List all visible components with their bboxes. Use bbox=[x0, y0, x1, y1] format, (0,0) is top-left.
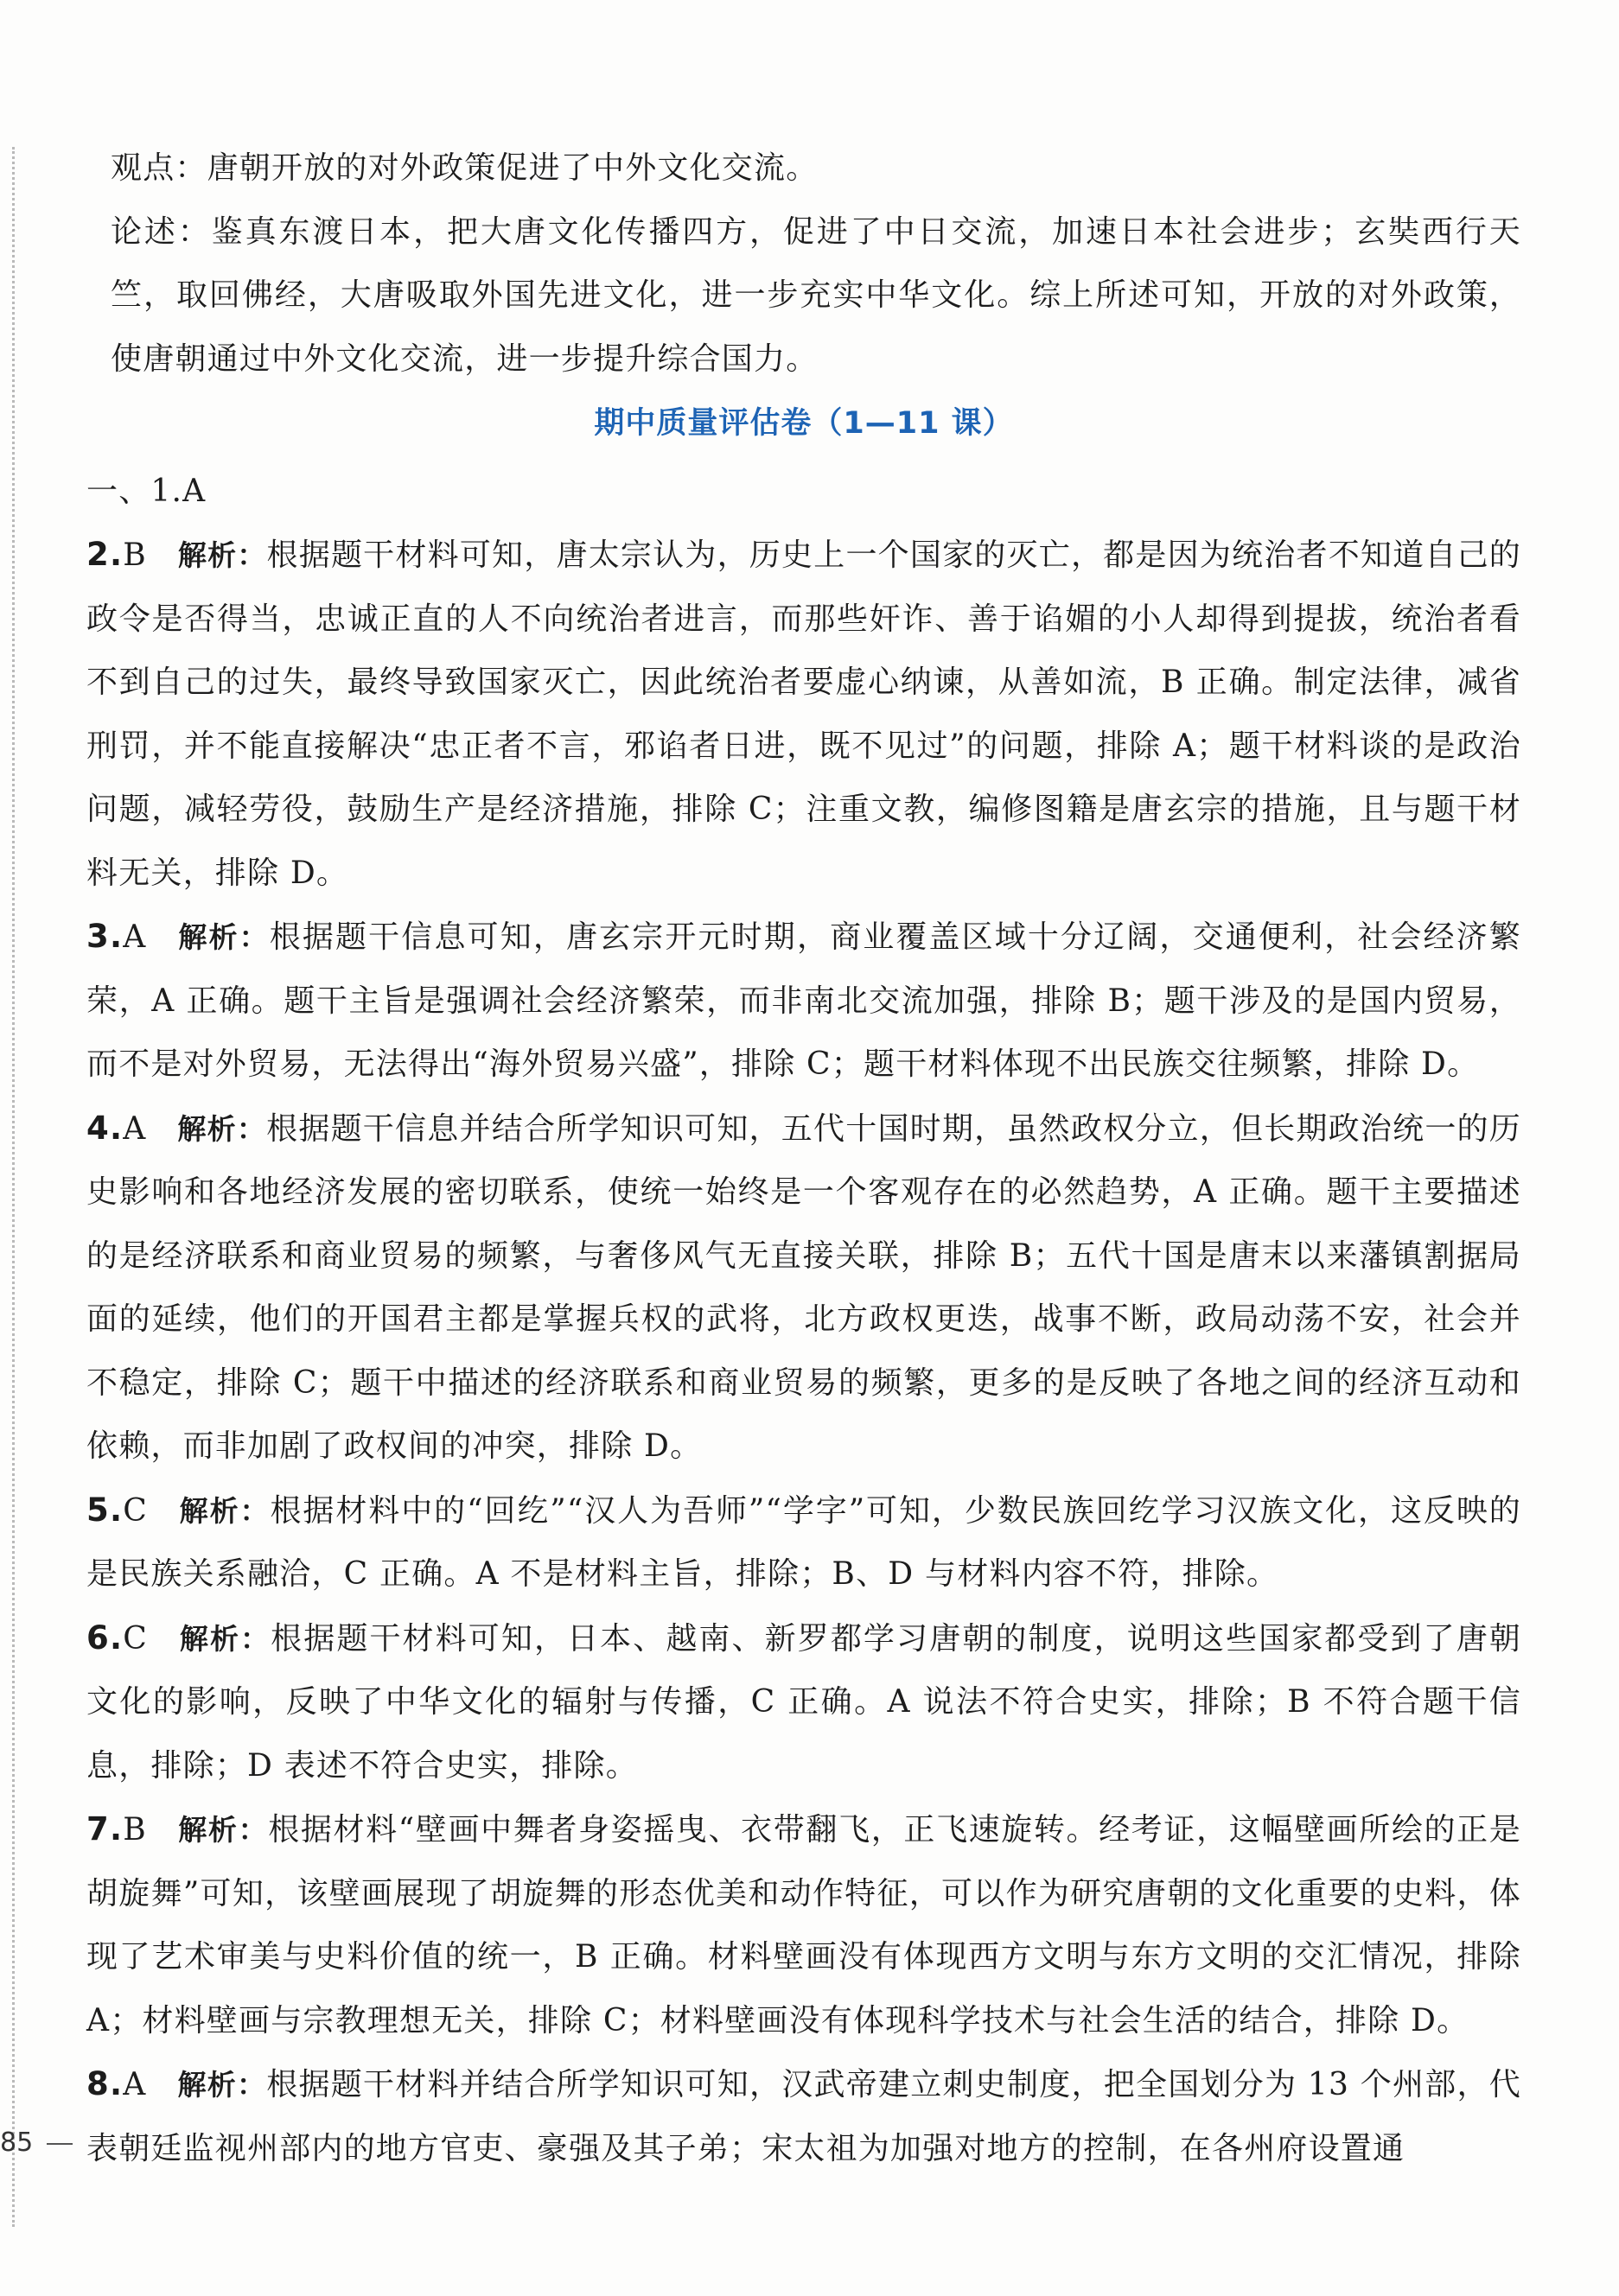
question-number: 3. bbox=[86, 918, 124, 955]
answer-choice: C bbox=[123, 1492, 148, 1529]
viewpoint-paragraph: 观点：唐朝开放的对外政策促进了中外文化交流。 bbox=[111, 150, 819, 186]
answer-item bbox=[86, 2052, 1521, 2180]
answer-item bbox=[86, 1479, 1521, 1606]
binding-dotted-line bbox=[12, 147, 15, 2227]
answer-item bbox=[86, 523, 1521, 905]
analysis-label: 解析： bbox=[178, 1621, 271, 1656]
analysis-label: 解析： bbox=[177, 2068, 267, 2102]
analysis-text: 根据题干材料并结合所学知识可知，汉武帝建立刺史制度，把全国划分为 13 个州部，代表朝廷监视州部内的地方官吏、豪强及其子弟；宋太祖为加强对地方的控制，在各州府设置通 bbox=[86, 2067, 1521, 2166]
page-footer bbox=[0, 2127, 73, 2158]
analysis-text: 根据题干信息可知，唐玄宗开元时期，商业覆盖区域十分辽阔，交通便利，社会经济繁荣，A 正确。题干主旨是强调社会经济繁荣，而非南北交流加强，排除 B；题干涉及的是国内贸易，而不是对外贸易，无法得出“海外贸易兴盛”，排除 C；题干材料体现不出民族交往频繁，排除 D。 bbox=[86, 919, 1521, 1082]
answer-choice: B bbox=[123, 537, 147, 573]
analysis-text: 根据题干信息并结合所学知识可知，五代十国时期，虽然政权分立，但长期政治统一的历史影响和各地经济发展的密切联系，使统一始终是一个客观存在的必然趋势，A 正确。题干主要描述的是经济联系和商业贸易的频繁，与奢侈风气无直接关联，排除 B；五代十国是唐末以来藩镇割据局面的延续，他们的开国君主都是掌握兵权的武将，北方政权更迭，战事不断，政局动荡不安，社会并不稳定，排除 C；题干中描述的经济联系和商业贸易的频繁，更多的是反映了各地之间的经济互动和依赖，而非加剧了政权间的冲突，排除 D。 bbox=[86, 1110, 1521, 1464]
answer-choice: A bbox=[123, 1110, 147, 1147]
question-number: 4. bbox=[86, 1109, 124, 1147]
question-number: 2. bbox=[86, 536, 124, 573]
page-number: 85 bbox=[0, 2127, 34, 2158]
analysis-label: 解析： bbox=[177, 1111, 267, 1146]
answer-choice: C bbox=[123, 1620, 148, 1657]
answer-choice: A bbox=[123, 2067, 147, 2102]
question-number: 7. bbox=[86, 1810, 124, 1848]
analysis-label: 解析： bbox=[177, 920, 270, 954]
argument-paragraph: 论述：鉴真东渡日本，把大唐文化传播四方，促进了中日交流，加速日本社会进步；玄奘西行天竺，取回佛经，大唐吸取外国先进文化，进一步充实中华文化。综上所述可知，开放的对外政策，使唐朝通过中外文化交流，进一步提升综合国力。 bbox=[111, 213, 1521, 377]
analysis-label: 解析： bbox=[177, 538, 267, 572]
question-number: 6. bbox=[86, 1619, 124, 1657]
analysis-text: 根据题干材料可知，日本、越南、新罗都学习唐朝的制度，说明这些国家都受到了唐朝文化的影响，反映了中华文化的辐射与传播，C 正确。A 说法不符合史实，排除；B 不符合题干信息，排除；D 表述不符合史实，排除。 bbox=[86, 1620, 1521, 1784]
section-title: 期中质量评估卷（1—11 课） bbox=[594, 406, 1014, 441]
answer-choice: A bbox=[123, 919, 147, 955]
analysis-text: 根据材料“壁画中舞者身姿摇曳、衣带翻飞，正飞速旋转。经考证，这幅壁画所绘的正是胡旋舞”可知，该壁画展现了胡旋舞的形态优美和动作特征，可以作为研究唐朝的文化重要的史料，体现了艺术审美与史料价值的统一，B 正确。材料壁画没有体现西方文明与东方文明的交汇情况，排除 A；材料壁画与宗教理想无关，排除 C；材料壁画没有体现科学技术与社会生活的结合，排除 D。 bbox=[86, 1812, 1521, 2038]
analysis-text: 根据题干材料可知，唐太宗认为，历史上一个国家的灭亡，都是因为统治者不知道自己的政令是否得当，忠诚正直的人不向统治者进言，而那些奸诈、善于谄媚的小人却得到提拔，统治者看不到自己的过失，最终导致国家灭亡，因此统治者要虚心纳谏，从善如流，B 正确。制定法律，减省刑罚，并不能直接解决“忠正者不言，邪谄者日进，既不见过”的问题，排除 A；题干材料谈的是政治问题，减轻劳役，鼓励生产是经济措施，排除 C；注重文教，编修图籍是唐玄宗的措施，且与题干材料无关，排除 D。 bbox=[86, 537, 1521, 891]
answer-item bbox=[86, 1097, 1521, 1479]
footer-dash bbox=[47, 2143, 73, 2145]
question-number: 5. bbox=[86, 1491, 124, 1529]
answer-item bbox=[86, 1606, 1521, 1798]
answer-item bbox=[86, 905, 1521, 1097]
answer-items-list bbox=[86, 523, 1521, 2180]
answer-page-content bbox=[86, 137, 1521, 2180]
answer-item bbox=[86, 1797, 1521, 2052]
section-one-answer: 一、1.A bbox=[86, 473, 207, 509]
analysis-text: 根据材料中的“回纥”“汉人为吾师”“学字”可知，少数民族回纥学习汉族文化，这反映的是民族关系融洽，C 正确。A 不是材料主旨，排除；B、D 与材料内容不符，排除。 bbox=[86, 1492, 1521, 1592]
question-number: 8. bbox=[86, 2065, 124, 2102]
answer-choice: B bbox=[123, 1812, 147, 1848]
analysis-label: 解析： bbox=[177, 1813, 269, 1847]
analysis-label: 解析： bbox=[178, 1493, 271, 1528]
